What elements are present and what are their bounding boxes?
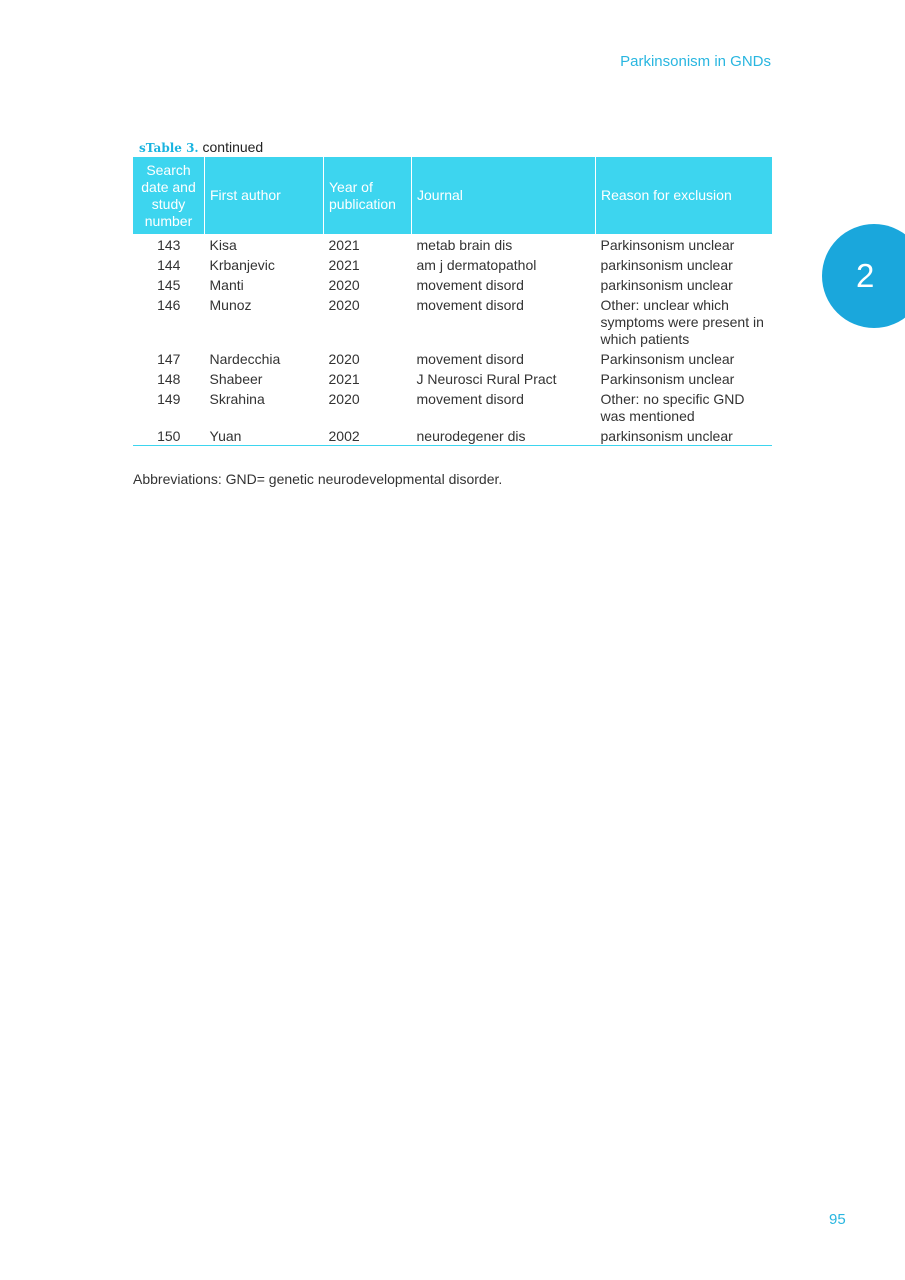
header-search-date: Search date and study number (133, 157, 205, 234)
running-header: Parkinsonism in GNDs (620, 53, 771, 70)
table-row (133, 254, 772, 274)
table-row (133, 348, 772, 368)
header-journal: Journal (412, 157, 596, 234)
table-header-row (133, 157, 772, 234)
cell-year: 2021 (328, 257, 360, 273)
cell-reason: Other: no specific GND was mentioned (600, 391, 745, 424)
cell-journal: metab brain dis (416, 237, 513, 253)
table-row (133, 368, 772, 388)
cell-first-author: Munoz (209, 297, 252, 313)
cell-study-number: 145 (157, 277, 181, 293)
table-caption (139, 139, 263, 155)
header-year: Year of publication (324, 157, 412, 234)
cell-year: 2020 (328, 297, 360, 313)
header-reason: Reason for exclusion (596, 157, 773, 234)
cell-journal: movement disord (416, 277, 524, 293)
table-row (133, 274, 772, 294)
table-row (133, 425, 772, 446)
cell-first-author: Nardecchia (209, 351, 281, 367)
cell-study-number: 148 (157, 371, 181, 387)
cell-year: 2020 (328, 277, 360, 293)
cell-reason: Parkinsonism unclear (600, 351, 735, 367)
table-row (133, 234, 772, 254)
chapter-number: 2 (856, 257, 875, 294)
table-row (133, 294, 772, 348)
cell-journal: J Neurosci Rural Pract (416, 371, 557, 387)
cell-reason: parkinsonism unclear (600, 257, 733, 273)
cell-reason: Parkinsonism unclear (600, 371, 735, 387)
cell-reason: Parkinsonism unclear (600, 237, 735, 253)
cell-journal: movement disord (416, 297, 524, 313)
cell-journal: am j dermatopathol (416, 257, 537, 273)
cell-study-number: 144 (157, 257, 181, 273)
cell-first-author: Manti (209, 277, 244, 293)
table-label: sTable 3. (139, 141, 199, 155)
cell-reason: Other: unclear which symptoms were present in which patients (600, 297, 764, 347)
header-first-author: First author (205, 157, 324, 234)
cell-journal: movement disord (416, 391, 524, 407)
cell-journal: neurodegener dis (412, 425, 596, 446)
cell-year: 2021 (328, 237, 360, 253)
cell-study-number: 149 (157, 391, 181, 407)
cell-reason: parkinsonism unclear (596, 425, 773, 446)
cell-first-author: Skrahina (209, 391, 265, 407)
cell-first-author: Shabeer (209, 371, 263, 387)
cell-reason: parkinsonism unclear (600, 277, 733, 293)
cell-year: 2020 (328, 351, 360, 367)
cell-first-author: Kisa (209, 237, 237, 253)
cell-year: 2020 (328, 391, 360, 407)
chapter-tab[interactable] (822, 224, 905, 328)
cell-journal: movement disord (416, 351, 524, 367)
cell-first-author: Yuan (205, 425, 324, 446)
table-row (133, 388, 772, 425)
cell-year: 2021 (328, 371, 360, 387)
page-number: 95 (829, 1211, 846, 1228)
exclusion-table (133, 157, 772, 446)
cell-study-number: 150 (133, 425, 205, 446)
table-caption-text: continued (198, 139, 264, 155)
abbreviations-note: Abbreviations: GND= genetic neurodevelopmental disorder. (133, 471, 503, 487)
cell-study-number: 143 (157, 237, 181, 253)
cell-study-number: 146 (157, 297, 181, 313)
cell-first-author: Krbanjevic (209, 257, 275, 273)
cell-year: 2002 (324, 425, 412, 446)
cell-study-number: 147 (157, 351, 181, 367)
